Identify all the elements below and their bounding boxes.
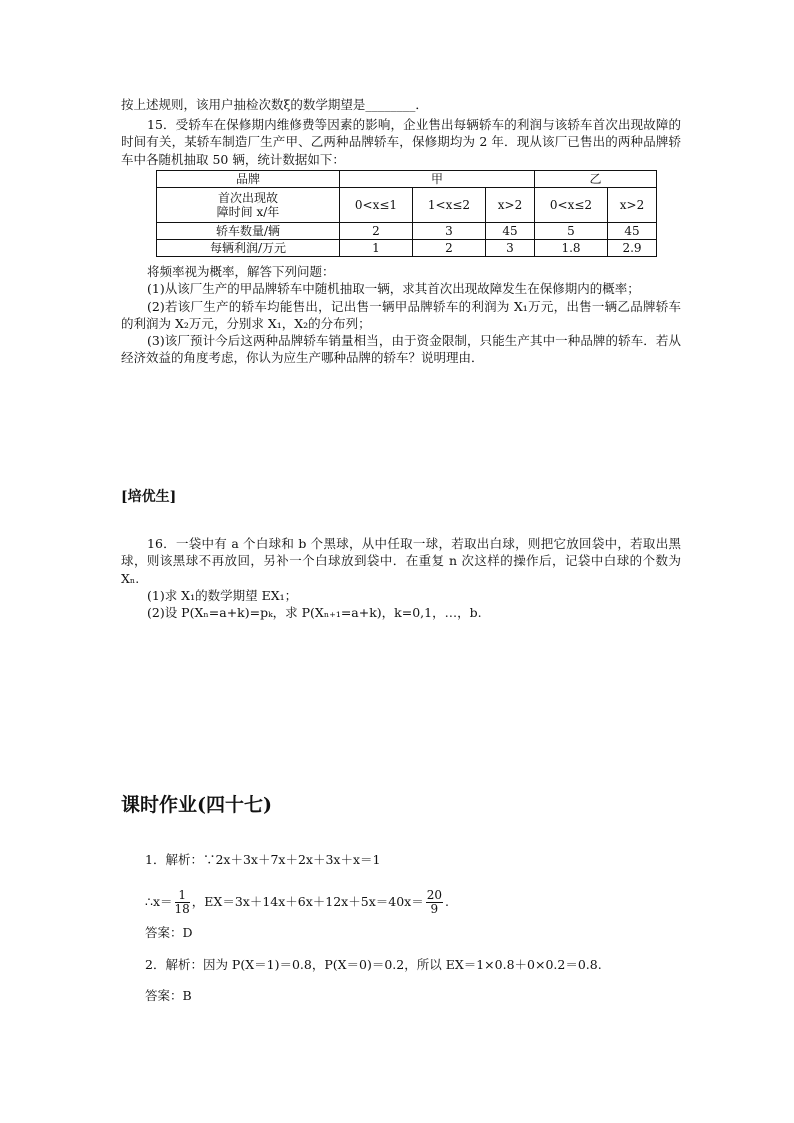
fraction-1-18 [175,889,190,916]
table-cell-profit: 1 [340,240,413,257]
question-15-stem: 15．受轿车在保修期内维修费等因素的影响，企业售出每辆轿车的利润与该轿车首次出现故障的时间有关，某轿车制造厂生产甲、乙两种品牌轿车，保修期均为 2 年．现从该厂已售出的两种品牌轿车中各随机抽取 50 辆，统计数据如下： [121,117,681,167]
question-15-part-2: (2)若该厂生产的轿车均能售出，记出售一辆甲品牌轿车的利润为 X₁万元，出售一辆乙品牌轿车的利润为 X₂万元，分别求 X₁，X₂的分布列； [121,298,681,331]
question-15-part-1: (1)从该厂生产的甲品牌轿车中随机抽取一辆，求其首次出现故障发生在保修期内的概率； [147,281,640,297]
question-15-lead: 将频率视为概率，解答下列问题： [147,264,335,279]
question-15-parts [121,263,681,367]
table-cell-range: x>2 [486,188,535,223]
question-16 [121,535,681,621]
answer-2-choice: 答案：B [145,988,192,1003]
table-header-brand: 品牌 [157,171,340,188]
table-row-label-count: 轿车数量/辆 [157,223,340,240]
table-header-yi: 乙 [535,171,657,188]
table-cell-range: 0<x≤1 [340,188,413,223]
table-cell-profit: 3 [486,240,535,257]
table-row-label-time-a: 首次出现故 [217,191,278,205]
fraction-denominator: 18 [174,902,190,916]
car-data-table [156,170,657,257]
question-15-part-3: (3)该厂预计今后这两种品牌轿车销量相当，由于资金限制，只能生产其中一种品牌的轿车．若从经济效益的角度考虑，你认为应生产哪种品牌的轿车？说明理由． [121,333,681,366]
table-row-label-time-b: 障时间 x/年 [216,205,280,219]
answer-2-analysis: 2．解析：因为 P(X＝1)＝0.8，P(X＝0)＝0.2，所以 EX＝1×0.8＋0×0.2＝0.8. [145,957,602,972]
answer-1-analysis: 1．解析：∵2x＋3x＋7x＋2x＋3x＋x＝1 [145,852,381,867]
question-16-part-2: (2)设 P(Xₙ=a+k)=pₖ，求 P(Xₙ₊₁=a+k)，k=0,1，…，b. [147,605,482,621]
intro-line: 按上述规则，该用户抽检次数ξ的数学期望是________． [121,97,428,112]
table-cell-profit: 2 [413,240,486,257]
table-cell-count: 5 [535,223,608,240]
table-header-jia: 甲 [340,171,535,188]
table-cell-count: 3 [413,223,486,240]
question-16-part-1: (1)求 X₁的数学期望 EX₁； [147,587,298,603]
table-cell-count: 2 [340,223,413,240]
fraction-numerator: 1 [175,889,190,903]
table-cell-range: 0<x≤2 [535,188,608,223]
table-cell-range: 1<x≤2 [413,188,486,223]
fraction-20-9 [426,889,443,916]
table-cell-profit: 1.8 [535,240,608,257]
fraction-numerator: 20 [426,888,442,902]
answer-1-eq-end: . [444,894,449,909]
question-16-stem: 16．一袋中有 a 个白球和 b 个黑球，从中任取一球，若取出白球，则把它放回袋中，若取出黑球，则该黑球不再放回，另补一个白球放到袋中．在重复 n 次这样的操作后，记袋中白球的个数为 Xₙ. [121,536,681,586]
page-heading: 课时作业(四十七) [121,794,272,816]
fraction-denominator: 9 [430,902,439,916]
table-row-label-profit: 每辆利润/万元 [157,240,340,257]
table-row-label-time [157,188,340,223]
section-label: [培优生] [121,489,177,505]
table-cell-count: 45 [486,223,535,240]
table-cell-range: x>2 [608,188,657,223]
answer-1-eq-mid: ，EX＝3x＋14x＋6x＋12x＋5x＝40x＝ [191,894,424,909]
question-15 [121,116,681,168]
answer-1-choice: 答案：D [145,925,193,940]
table-cell-profit: 2.9 [608,240,657,257]
answer-1-equation [145,886,449,918]
answer-1-eq-pre: ∴x＝ [145,894,173,909]
table-cell-count: 45 [608,223,657,240]
